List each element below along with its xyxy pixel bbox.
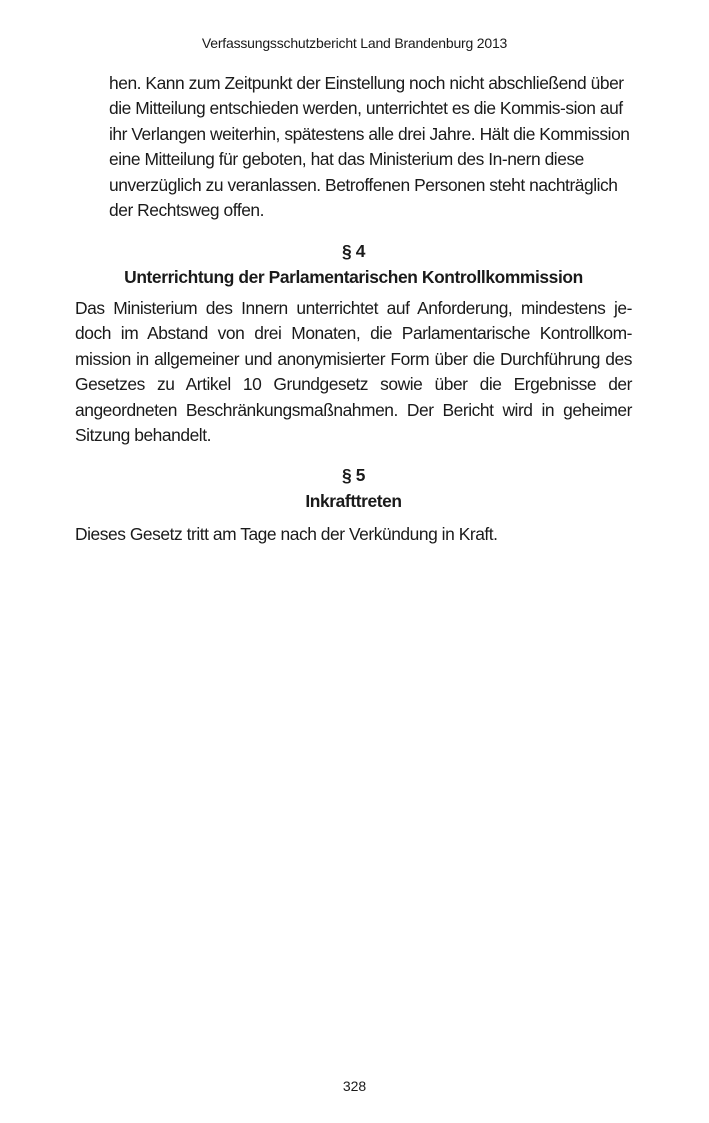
continuation-paragraph: hen. Kann zum Zeitpunkt der Einstellung noch nicht abschließend über die Mitteilung entschieden werden, unterrichtet es die Kommis-sion auf ihr Verlangen weiterhin, spätestens alle drei Jahre. Hält die Kommission eine Mitteilung für geboten, hat das Ministerium des In-nern diese unverzüglich zu veranlassen. Betroffenen Personen steht nachträglich der Rechtsweg offen. <box>109 73 630 221</box>
section-title: Unterrichtung der Parlamentarischen Kontrollkommission <box>124 267 583 287</box>
running-header: Verfassungsschutzbericht Land Brandenburg 2013 <box>201 35 508 51</box>
section-number: § 4 <box>342 241 365 261</box>
continuation-block <box>109 71 632 223</box>
section-5 <box>75 462 632 547</box>
section-number: § 5 <box>342 465 365 485</box>
section-title: Inkrafttreten <box>305 491 402 511</box>
page-number: 328 <box>342 1078 367 1094</box>
section-paragraph: Das Ministerium des Innern unterrichtet auf Anforderung, mindestens je-doch im Abstand von drei Monaten, die Parlamentarische Kontrollkom-mission in allgemeiner und anonymisierter Form über die Durchführung des Gesetzes zu Artikel 10 Grundgesetz sowie über die Ergebnisse der angeordneten Beschränkungsmaßnahmen. Der Bericht wird in geheimer Sitzung behandelt. <box>75 298 632 446</box>
section-paragraph: Dieses Gesetz tritt am Tage nach der Verkündung in Kraft. <box>75 524 498 544</box>
section-4 <box>75 238 632 448</box>
